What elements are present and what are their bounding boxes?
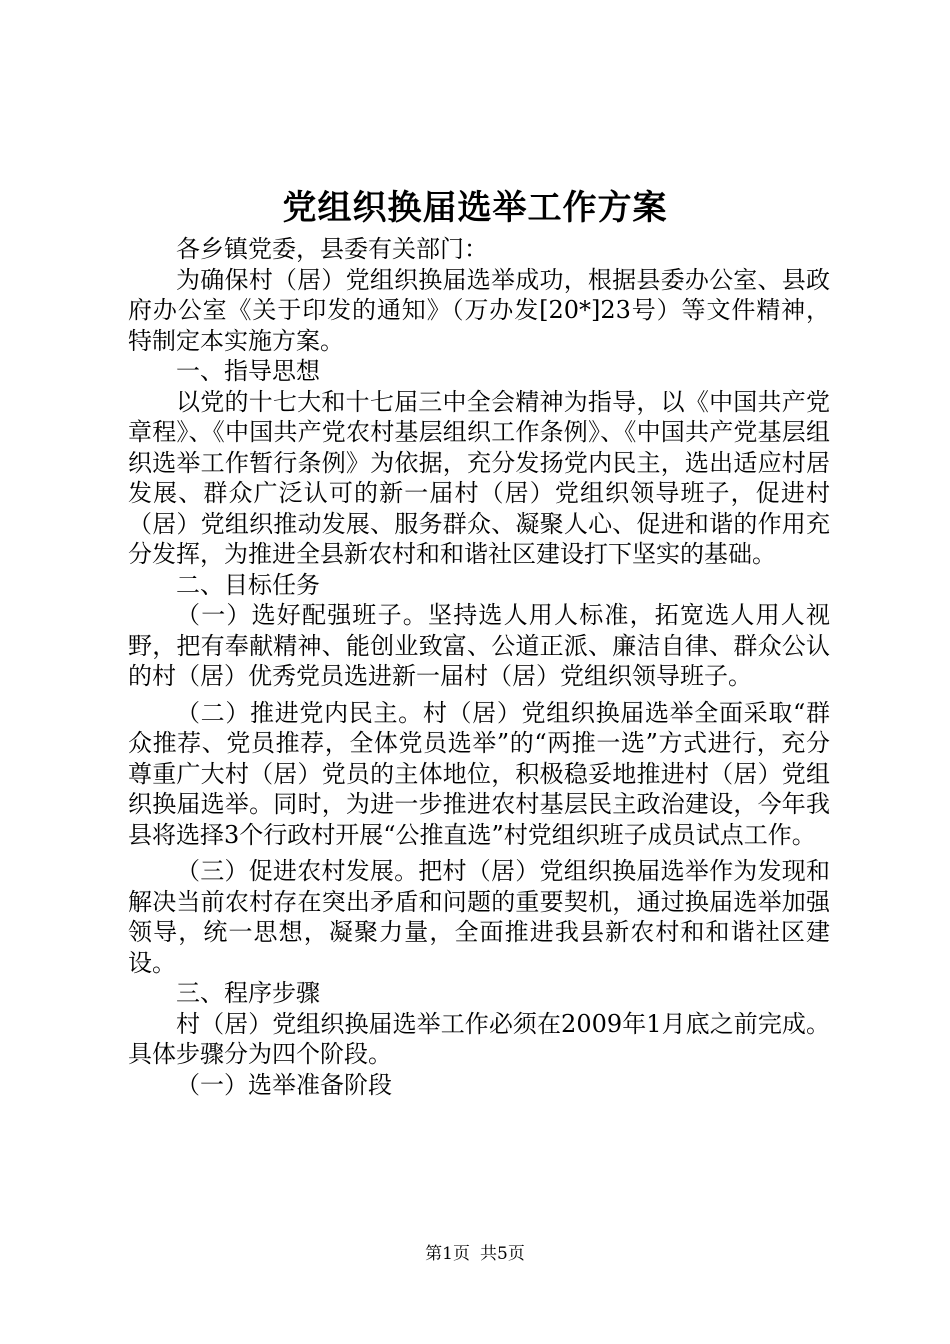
guiding-ideology-paragraph: 以党的十七大和十七届三中全会精神为指导，以《中国共产党章程》、《中国共产党农村基层组织工作条例》、《中国共产党基层组织选举工作暂行条例》为依据，充分发扬党内民主，选出适应村居发展、群众广泛认可的新一届村（居）党组织领导班子，促进村（居）党组织推动发展、服务群众、凝聚人心、促进和谐的作用充分发挥，为推进全县新农村和和谐社区建设打下坚实的基础。 [128,387,830,568]
page-total: 共5页 [480,1244,525,1264]
task-paragraph-1: （一）选好配强班子。坚持选人用人标准，拓宽选人用人视野，把有奉献精神、能创业致富、公道正派、廉洁自律、群众公认的村（居）优秀党员选进新一届村（居）党组织领导班子。 [128,601,830,690]
page-number: 第1页 [425,1244,470,1264]
document-body [128,234,830,1100]
subsection-heading: （一）选举准备阶段 [176,1070,392,1099]
section-heading-3: 三、程序步骤 [176,979,320,1007]
task-paragraph-2: （二）推进党内民主。村（居）党组织换届选举全面采取“群众推荐、党员推荐，全体党员选举”的“两推一选”方式进行，充分尊重广大村（居）党员的主体地位，积极稳妥地推进村（居）党组织换届选举。同时，为进一步推进农村基层民主政治建设，今年我县将选择3个行政村开展“公推直选”村党组织班子成员试点工作。 [128,698,830,849]
section-heading-1: 一、指导思想 [176,357,320,385]
task-paragraph-3: （三）促进农村发展。把村（居）党组织换届选举作为发现和解决当前农村存在突出矛盾和问题的重要契机，通过换届选举加强领导，统一思想，凝聚力量，全面推进我县新农村和和谐社区建设。 [128,857,830,977]
procedure-paragraph: 村（居）党组织换届选举工作必须在2009年1月底之前完成。具体步骤分为四个阶段。 [128,1009,830,1068]
document-title: 党组织换届选举工作方案 [282,188,668,228]
salutation: 各乡镇党委，县委有关部门： [176,235,488,263]
section-heading-2: 二、目标任务 [176,570,320,599]
intro-paragraph: 为确保村（居）党组织换届选举成功，根据县委办公室、县政府办公室《关于印发的通知》（万办发[20*]23号）等文件精神，特制定本实施方案。 [128,265,830,355]
page-footer [0,1243,950,1265]
